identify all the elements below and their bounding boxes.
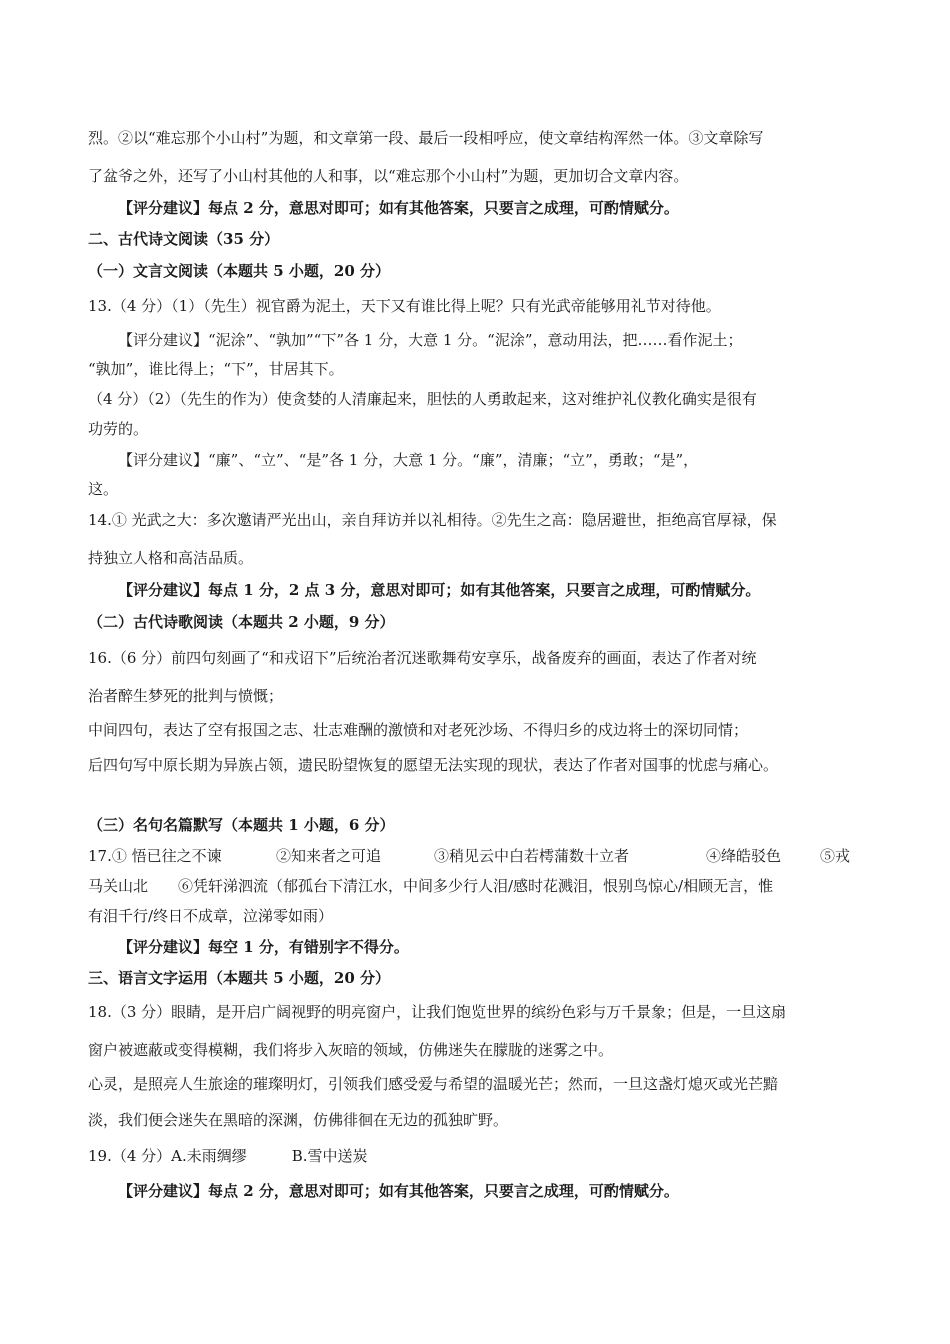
answer-17-item: ⑤戎 bbox=[820, 847, 851, 865]
subsection-heading: （一）文言文阅读（本题共 5 小题，20 分） bbox=[88, 262, 390, 280]
scoring-note: 【评分建议】每空 1 分，有错别字不得分。 bbox=[118, 938, 409, 956]
answer-14-line-2: 持独立人格和高洁品质。 bbox=[88, 549, 254, 567]
answer-17-line-2: 马关山北 ⑥凭轩涕泗流（郁孤台下清江水，中间多少行人泪/感时花溅泪，恨别鸟惊心/相顾无言，惟 bbox=[88, 877, 774, 895]
answer-13-2: （4 分）（2）（先生的作为）使贪婪的人清廉起来，胆怯的人勇敢起来，这对维护礼仪教化确实是很有 bbox=[88, 390, 757, 408]
answer-17-line-1 bbox=[88, 846, 850, 866]
scoring-note: 【评分建议】每点 2 分，意思对即可；如有其他答案，只要言之成理，可酌情赋分。 bbox=[118, 199, 679, 217]
answer-18-line-1: 18.（3 分）眼睛，是开启广阔视野的明亮窗户，让我们饱览世界的缤纷色彩与万千景象；但是，一旦这扇 bbox=[88, 1003, 787, 1021]
answer-19: 19.（4 分）A.未雨绸缪 B.雪中送炭 bbox=[88, 1147, 368, 1165]
scoring-note: 【评分建议】每点 1 分，2 点 3 分，意思对即可；如有其他答案，只要言之成理，可酌情赋分。 bbox=[118, 581, 761, 599]
answer-16-line-4: 后四句写中原长期为异族占领，遗民盼望恢复的愿望无法实现的现状，表达了作者对国事的忧虑与痛心。 bbox=[88, 756, 779, 774]
answer-18-line-3: 心灵，是照亮人生旅途的璀璨明灯，引领我们感受爱与希望的温暖光芒；然而，一旦这盏灯熄灭或光芒黯 bbox=[88, 1075, 779, 1093]
answer-12-line-1: 烈。②以“难忘那个小山村”为题，和文章第一段、最后一段相呼应，使文章结构浑然一体。③文章除写 bbox=[88, 129, 764, 147]
answer-16-line-2: 治者醉生梦死的批判与愤慨； bbox=[88, 687, 284, 705]
answer-17-item: ④绛皓驳色 bbox=[706, 847, 782, 865]
answer-17-item: ②知来者之可追 bbox=[276, 847, 382, 865]
answer-13-2-continued: 功劳的。 bbox=[88, 420, 149, 438]
answer-16-line-3: 中间四句，表达了空有报国之志、壮志难酬的激愤和对老死沙场、不得归乡的戍边将士的深切同情； bbox=[88, 721, 749, 739]
answer-17-item: ③稍见云中白若樗蒲数十立者 bbox=[434, 847, 630, 865]
scoring-note-continued: 这。 bbox=[88, 480, 119, 498]
answer-14-line-1: 14.① 光武之大：多次邀请严光出山，亲自拜访并以礼相待。②先生之高：隐居避世，拒绝高官厚禄，保 bbox=[88, 511, 777, 529]
scoring-note: 【评分建议】每点 2 分，意思对即可；如有其他答案，只要言之成理，可酌情赋分。 bbox=[118, 1182, 679, 1200]
section-heading: 三、语言文字运用（本题共 5 小题，20 分） bbox=[88, 969, 390, 987]
answer-12-line-2: 了盆爷之外，还写了小山村其他的人和事，以“难忘那个小山村”为题，更加切合文章内容。 bbox=[88, 167, 689, 185]
subsection-heading: （二）古代诗歌阅读（本题共 2 小题，9 分） bbox=[88, 613, 395, 631]
answer-18-line-4: 淡，我们便会迷失在黑暗的深渊，仿佛徘徊在无边的孤独旷野。 bbox=[88, 1111, 509, 1129]
answer-18-line-2: 窗户被遮蔽或变得模糊，我们将步入灰暗的领域，仿佛迷失在朦胧的迷雾之中。 bbox=[88, 1041, 614, 1059]
answer-16-line-1: 16.（6 分）前四句刻画了“和戎诏下”后统治者沉迷歌舞苟安享乐，战备废弃的画面，表达了作者对统 bbox=[88, 649, 757, 667]
scoring-note: 【评分建议】“廉”、“立”、“是”各 1 分，大意 1 分。“廉”，清廉；“立”，勇敢；“是”， bbox=[118, 451, 699, 469]
section-heading: 二、古代诗文阅读（35 分） bbox=[88, 230, 280, 248]
scoring-note: 【评分建议】“泥涂”、“孰加”“下”各 1 分，大意 1 分。“泥涂”，意动用法，把……看作泥土； bbox=[118, 331, 743, 349]
answer-13-1: 13.（4 分）（1）（先生）视官爵为泥土，天下又有谁比得上呢？只有光武帝能够用礼节对待他。 bbox=[88, 297, 721, 315]
subsection-heading: （三）名句名篇默写（本题共 1 小题，6 分） bbox=[88, 816, 395, 834]
answer-17-item: 17.① 悟已往之不谏 bbox=[88, 847, 222, 865]
answer-17-line-3: 有泪千行/终日不成章，泣涕零如雨） bbox=[88, 907, 334, 925]
scoring-note-continued: “孰加”，谁比得上；“下”，甘居其下。 bbox=[88, 360, 344, 378]
